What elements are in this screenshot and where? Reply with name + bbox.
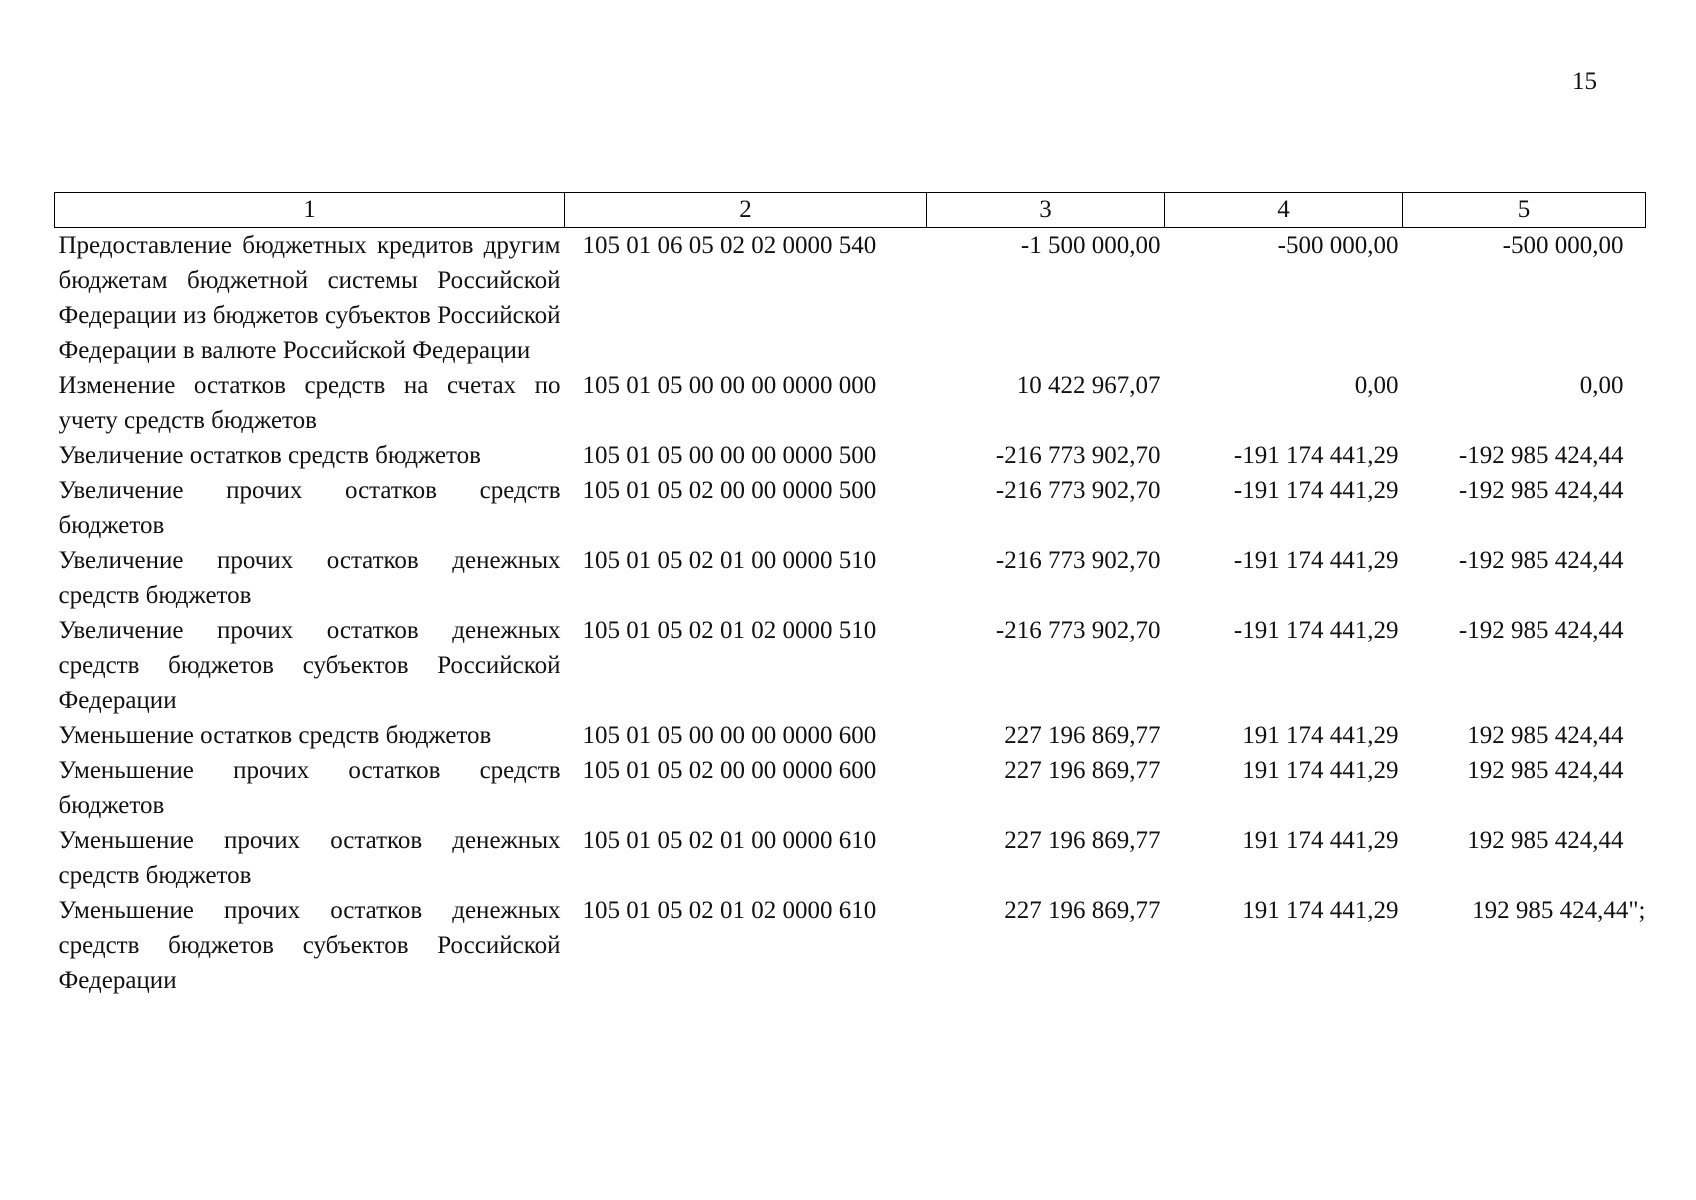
row-name: Уменьшение прочих остатков денежных средств бюджетов bbox=[58, 827, 561, 889]
row-value-col5: -192 985 424,44 bbox=[1458, 547, 1624, 574]
row-value-col5: 192 985 424,44 bbox=[1467, 827, 1624, 854]
row-name: Уменьшение остатков средств бюджетов bbox=[58, 722, 492, 749]
row-name: Увеличение прочих остатков денежных средств бюджетов субъектов Российской Федерации bbox=[58, 617, 561, 714]
row-code: 105 01 05 02 00 00 0000 500 bbox=[582, 477, 877, 504]
row-code: 105 01 06 05 02 02 0000 540 bbox=[582, 232, 877, 259]
row-code: 105 01 05 00 00 00 0000 000 bbox=[582, 372, 877, 399]
row-name: Уменьшение прочих остатков средств бюджетов bbox=[58, 757, 561, 819]
table-row bbox=[55, 368, 1646, 438]
row-value-col4: -191 174 441,29 bbox=[1233, 442, 1399, 469]
row-value-col4: -191 174 441,29 bbox=[1233, 477, 1399, 504]
row-value-col3: 227 196 869,77 bbox=[1004, 827, 1161, 854]
row-value-col3: 10 422 967,07 bbox=[1016, 372, 1161, 399]
row-value-col4: 191 174 441,29 bbox=[1242, 757, 1399, 784]
row-name: Предоставление бюджетных кредитов другим бюджетам бюджетной системы Российской Федерации из бюджетов субъектов Российской Федерации в валюте Российской Федерации bbox=[58, 232, 561, 364]
row-value-col4: 191 174 441,29 bbox=[1242, 897, 1399, 924]
row-code: 105 01 05 02 00 00 0000 600 bbox=[582, 757, 877, 784]
table-row bbox=[55, 893, 1646, 998]
row-value-col3: -216 773 902,70 bbox=[995, 617, 1161, 644]
column-number-4: 4 bbox=[1165, 193, 1403, 228]
budget-sources-table bbox=[54, 192, 1646, 998]
row-name: Изменение остатков средств на счетах по учету средств бюджетов bbox=[58, 372, 561, 434]
table-row bbox=[55, 823, 1646, 893]
row-value-col4: 0,00 bbox=[1354, 372, 1399, 399]
row-code: 105 01 05 02 01 02 0000 610 bbox=[582, 897, 877, 924]
row-value-col5: 192 985 424,44 bbox=[1467, 757, 1624, 784]
table-row bbox=[55, 718, 1646, 753]
row-value-col5: 0,00 bbox=[1579, 372, 1624, 399]
row-value-col5: -192 985 424,44 bbox=[1458, 442, 1624, 469]
row-code: 105 01 05 02 01 00 0000 510 bbox=[582, 547, 877, 574]
row-name: Увеличение остатков средств бюджетов bbox=[58, 442, 481, 469]
row-code: 105 01 05 00 00 00 0000 600 bbox=[582, 722, 877, 749]
page-number: 15 bbox=[1572, 68, 1597, 95]
row-value-col5: 192 985 424,44 bbox=[1467, 722, 1624, 749]
row-value-col3: -1 500 000,00 bbox=[1020, 232, 1161, 259]
row-value-col4: -191 174 441,29 bbox=[1233, 617, 1399, 644]
table-row bbox=[55, 228, 1646, 369]
row-value-col5: -500 000,00 bbox=[1502, 232, 1624, 259]
table-row bbox=[55, 613, 1646, 718]
row-name: Увеличение прочих остатков средств бюджетов bbox=[58, 477, 561, 539]
row-value-col4: 191 174 441,29 bbox=[1242, 827, 1399, 854]
row-value-col3: 227 196 869,77 bbox=[1004, 757, 1161, 784]
row-value-col4: 191 174 441,29 bbox=[1242, 722, 1399, 749]
row-value-col3: 227 196 869,77 bbox=[1004, 722, 1161, 749]
table-row bbox=[55, 543, 1646, 613]
row-value-col3: -216 773 902,70 bbox=[995, 477, 1161, 504]
table-row bbox=[55, 438, 1646, 473]
row-name: Уменьшение прочих остатков денежных средств бюджетов субъектов Российской Федерации bbox=[58, 897, 561, 994]
row-value-col3: -216 773 902,70 bbox=[995, 442, 1161, 469]
row-name: Увеличение прочих остатков денежных средств бюджетов bbox=[58, 547, 561, 609]
row-code: 105 01 05 00 00 00 0000 500 bbox=[582, 442, 877, 469]
row-value-col4: -191 174 441,29 bbox=[1233, 547, 1399, 574]
header-row bbox=[55, 193, 1646, 228]
table-row bbox=[55, 473, 1646, 543]
row-value-col5: 192 985 424,44"; bbox=[1472, 897, 1646, 924]
row-value-col5: -192 985 424,44 bbox=[1458, 477, 1624, 504]
row-value-col3: 227 196 869,77 bbox=[1004, 897, 1161, 924]
column-number-5: 5 bbox=[1403, 193, 1646, 228]
row-value-col5: -192 985 424,44 bbox=[1458, 617, 1624, 644]
table-row bbox=[55, 753, 1646, 823]
column-number-3: 3 bbox=[927, 193, 1165, 228]
row-code: 105 01 05 02 01 00 0000 610 bbox=[582, 827, 877, 854]
column-number-2: 2 bbox=[565, 193, 927, 228]
row-value-col3: -216 773 902,70 bbox=[995, 547, 1161, 574]
row-value-col4: -500 000,00 bbox=[1277, 232, 1399, 259]
column-number-1: 1 bbox=[55, 193, 565, 228]
table-header bbox=[55, 193, 1646, 228]
row-code: 105 01 05 02 01 02 0000 510 bbox=[582, 617, 877, 644]
